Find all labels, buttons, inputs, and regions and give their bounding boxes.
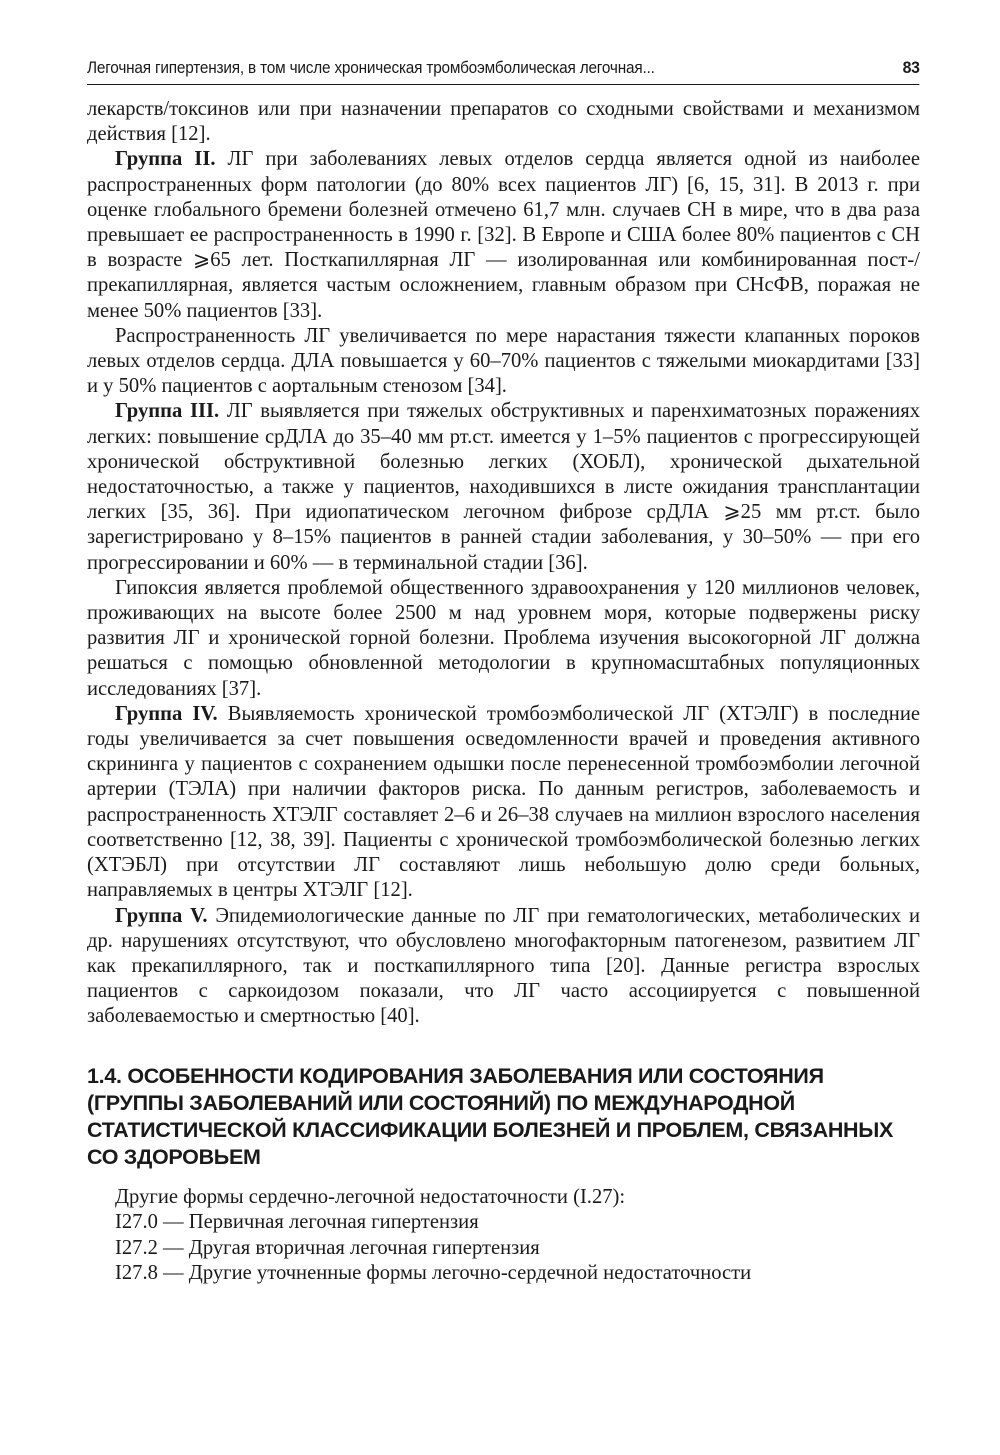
icd-code-item: I27.8 — Другие уточненные формы легочно-сердечной недостаточности bbox=[115, 1262, 752, 1285]
paragraph-lead: Группа V. bbox=[115, 904, 208, 927]
icd-code-item: I27.0 — Первичная легочная гипертензия bbox=[115, 1211, 479, 1234]
paragraph-group-3 bbox=[87, 399, 920, 575]
paragraph-group-4 bbox=[87, 702, 920, 904]
paragraph-group-2 bbox=[87, 147, 920, 323]
paragraph-text: Эпидемиологические данные по ЛГ при гематологических, метаболических и др. нарушениях отсутствуют, что обусловлено многофакторным патогенезом, развитием ЛГ как прекапиллярного, так и посткапиллярного типа [20]. Данные регистра взрослых пациентов с саркоидозом показали, что ЛГ часто ассоциируется с повышенной заболеваемостью и смертностью [40]. bbox=[87, 904, 920, 1028]
paragraph-text: ЛГ при заболеваниях левых отделов сердца является одной из наиболее распространенных форм патологии (до 80% всех пациентов ЛГ) [6, 15, 31]. В 2013 г. при оценке глобального бремени болезней отмечено 61,7 млн. случаев СН в мире, что в два раза превышает ее распространенность в 1990 г. [32]. В Европе и США более 80% пациентов с СН в возрасте ⩾65 лет. Посткапиллярная ЛГ — изолированная или комбинированная пост-/прекапиллярная, является частым осложнением, главным образом при СНсФВ, поражая не менее 50% пациентов [33]. bbox=[87, 148, 920, 322]
paragraph-group-5 bbox=[87, 904, 920, 1030]
paragraph bbox=[87, 324, 920, 400]
icd-code-item: Другие формы сердечно-легочной недостаточности (I.27): bbox=[115, 1185, 626, 1208]
running-title: Легочная гипертензия, в том числе хроническая тромбоэмболическая легочная... bbox=[87, 59, 655, 77]
document-page bbox=[87, 58, 920, 1287]
paragraph-text: Выявляемость хронической тромбоэмболической ЛГ (ХТЭЛГ) в последние годы увеличивается за счет повышения осведомленности врачей и проведения активного скрининга у пациентов с сохранением одышки после перенесенной тромбоэмболии легочной артерии (ТЭЛА) при наличии факторов риска. По данным регистров, заболеваемость и распространенность ХТЭЛГ составляет 2–6 и 26–38 случаев на миллион взрослого населения соответственно [12, 38, 39]. Пациенты с хронической тромбоэмболической болезнью легких (ХТЭБЛ) при отсутствии ЛГ составляют лишь небольшую долю среди больных, направляемых в центры ХТЭЛГ [12]. bbox=[87, 702, 920, 902]
paragraph-lead: Группа IV. bbox=[115, 702, 218, 725]
paragraph-text: лекарств/токсинов или при назначении препаратов со сходными свойствами и механизмом действия [12]. bbox=[87, 98, 920, 146]
page-number: 83 bbox=[902, 58, 920, 77]
paragraph-text: Распространенность ЛГ увеличивается по мере нарастания тяжести клапанных пороков левых отделов сердца. ДЛА повышается у 60–70% пациентов с тяжелыми миокардитами [33] и у 50% пациентов с аортальным стенозом [34]. bbox=[87, 324, 920, 398]
paragraph-lead: Группа III. bbox=[115, 400, 220, 423]
icd-code-item: I27.2 — Другая вторичная легочная гипертензия bbox=[115, 1236, 540, 1259]
body-text bbox=[87, 97, 920, 1030]
section-heading: 1.4. ОСОБЕННОСТИ КОДИРОВАНИЯ ЗАБОЛЕВАНИЯ ИЛИ СОСТОЯНИЯ (ГРУППЫ ЗАБОЛЕВАНИЙ ИЛИ СОСТОЯНИЙ) ПО МЕЖДУНАРОДНОЙ СТАТИСТИЧЕСКОЙ КЛАССИФИКАЦИИ БОЛЕЗНЕЙ И ПРОБЛЕМ, СВЯЗАННЫХ СО ЗДОРОВЬЕМ bbox=[87, 1063, 894, 1169]
icd-code-list bbox=[87, 1185, 920, 1287]
paragraph bbox=[87, 576, 920, 702]
paragraph-text: Гипоксия является проблемой общественного здравоохранения у 120 миллионов человек, проживающих на высоте более 2500 м над уровнем моря, которые подвержены риску развития ЛГ и хронической горной болезни. Проблема изучения высокогорной ЛГ должна решаться с помощью обновленной методологии в крупномасштабных популяционных исследованиях [37]. bbox=[87, 576, 920, 700]
paragraph-lead: Группа II. bbox=[115, 148, 216, 171]
paragraph-text: ЛГ выявляется при тяжелых обструктивных и паренхиматозных поражениях легких: повышение срДЛА до 35–40 мм рт.ст. имеется у 1–5% пациентов с прогрессирующей хронической обструктивной болезнью легких (ХОБЛ), хронической дыхательной недостаточностью, а также у пациентов, находившихся в листе ожидания трансплантации легких [35, 36]. При идиопатическом легочном фиброзе срДЛА ⩾25 мм рт.ст. было зарегистрировано у 8–15% пациентов в ранней стадии заболевания, у 30–50% — при его прогрессировании и 60% — в терминальной стадии [36]. bbox=[87, 400, 921, 574]
running-header bbox=[87, 58, 920, 85]
paragraph bbox=[87, 97, 920, 147]
